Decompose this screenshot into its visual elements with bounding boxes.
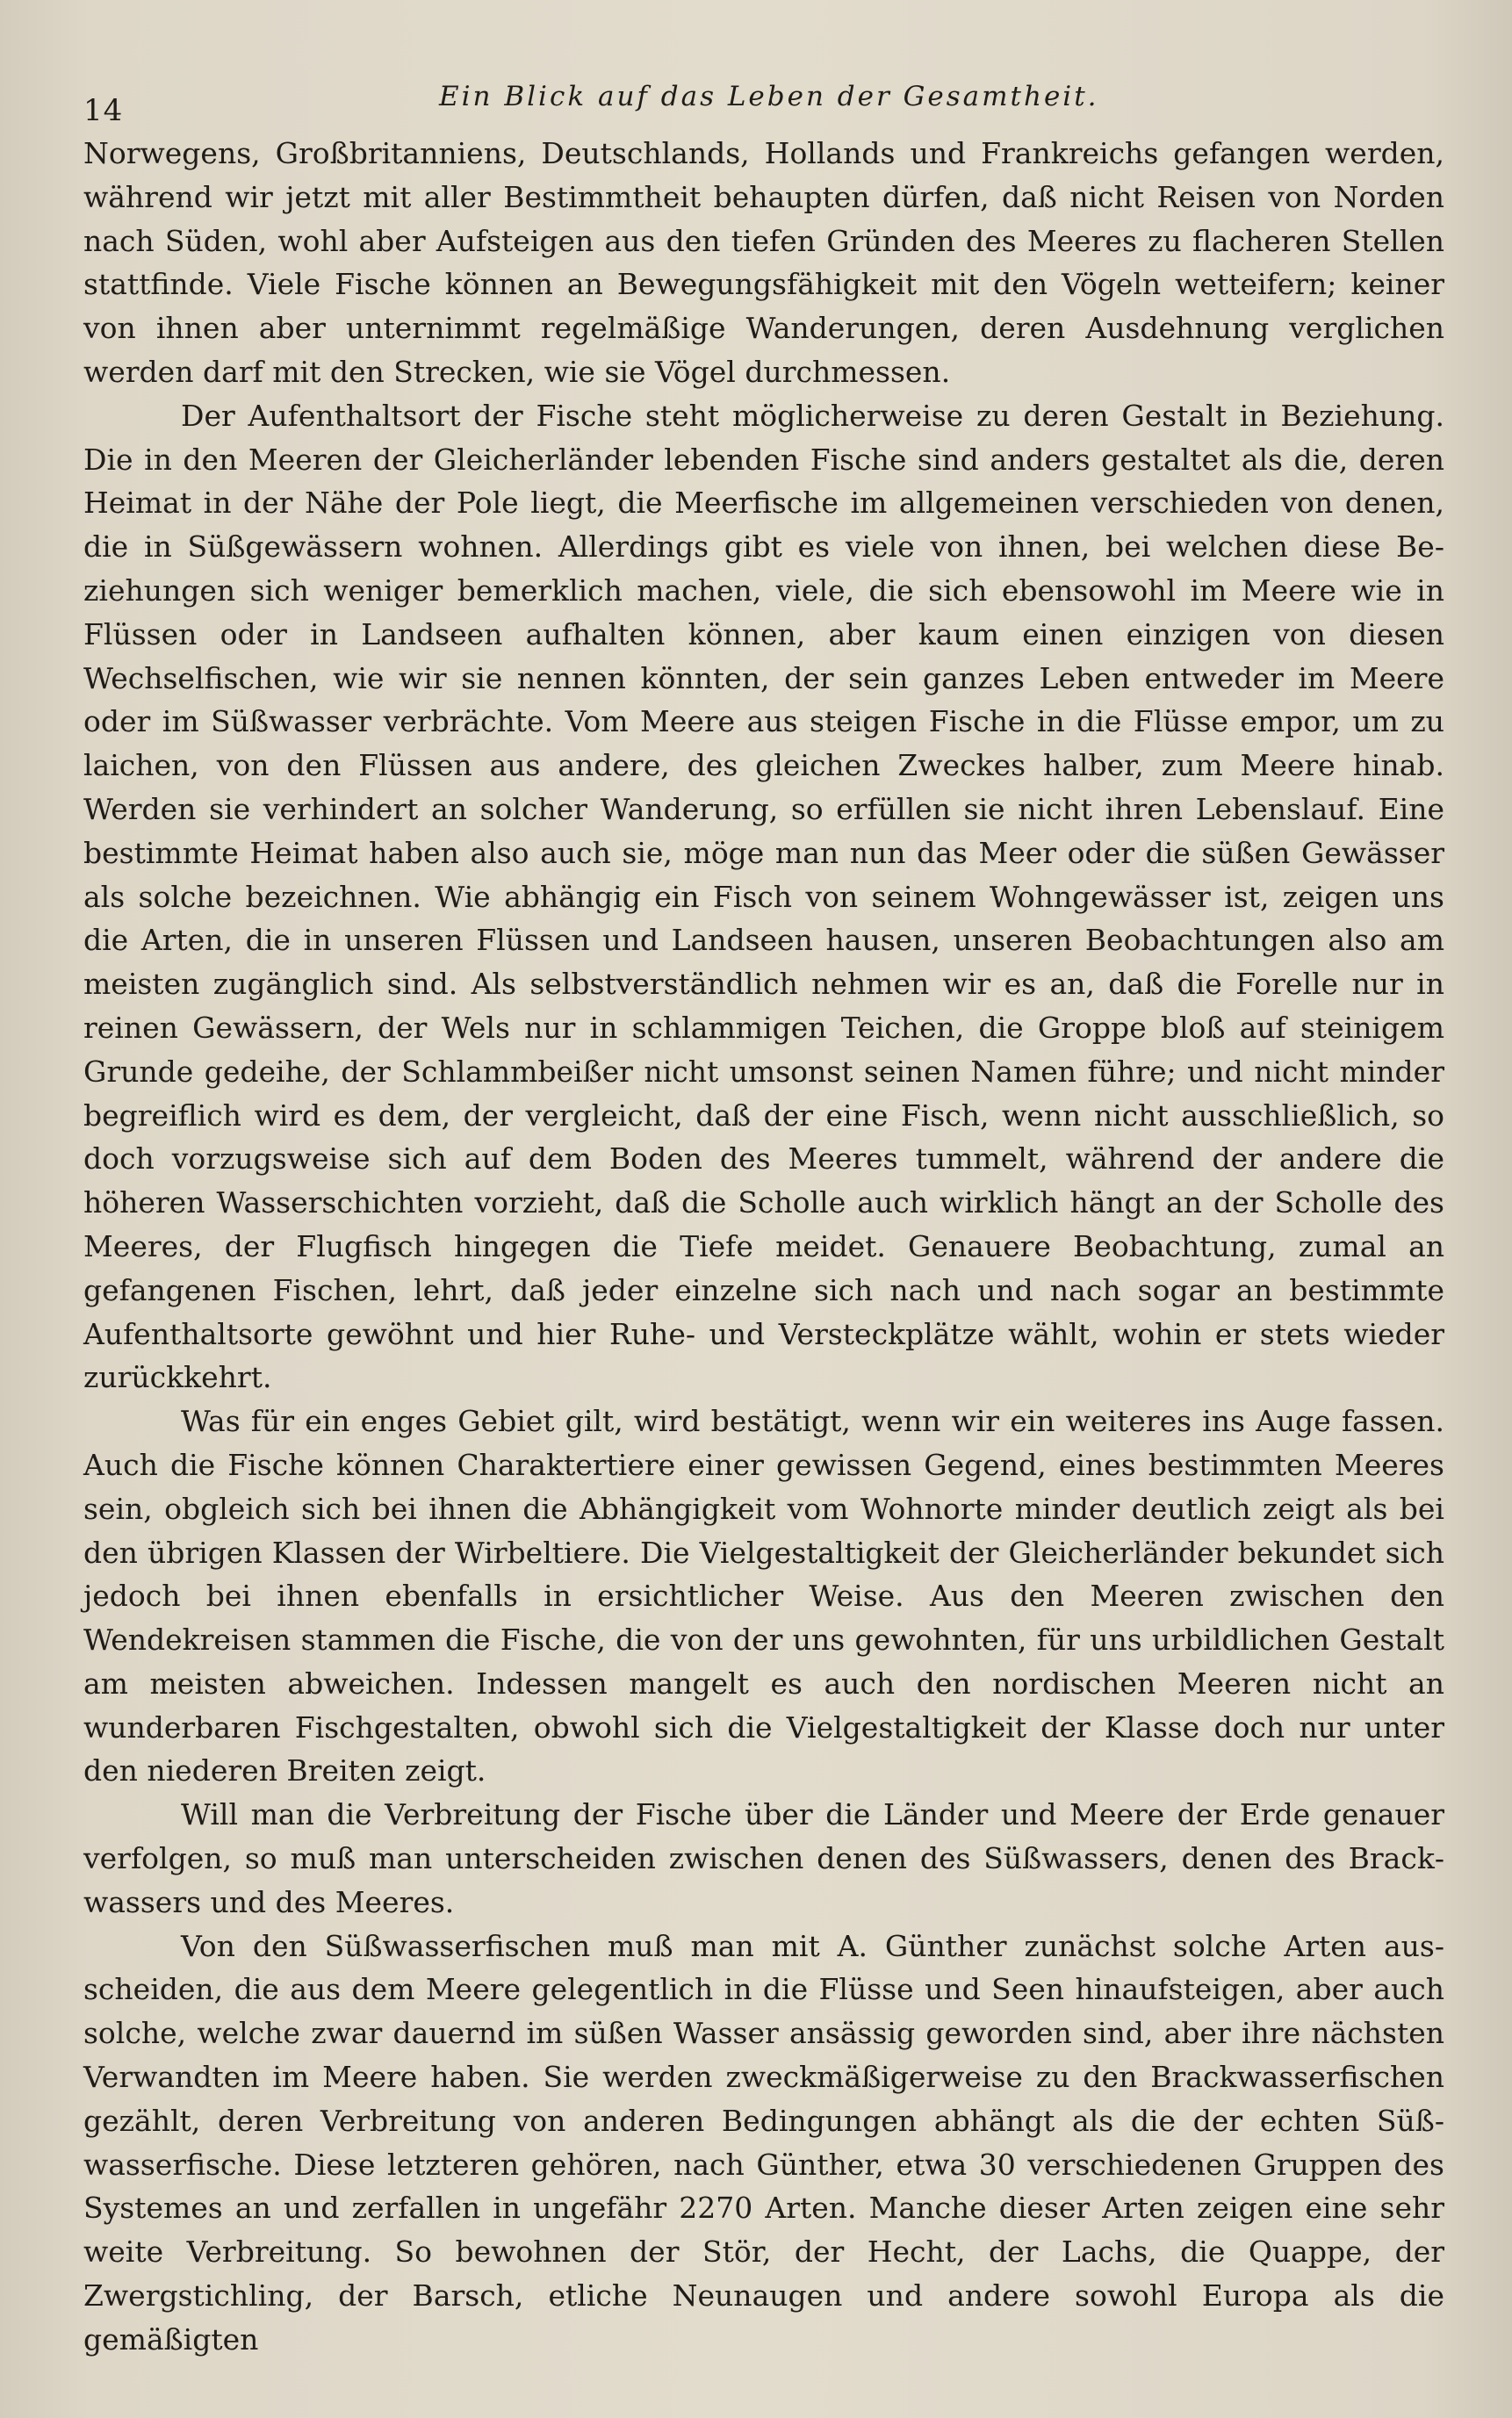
body-text [83,132,1444,2362]
paragraph: Der Aufenthaltsort der Fische steht möglicherweise zu deren Gestalt in Beziehung. Die in den Meeren der Gleicherländer lebenden Fische sind anders gestaltet als die, deren Heimat in der Nähe der Pole liegt, die Meerfische im allgemeinen verschieden von denen, die in Süßgewässern wohnen. Allerdings gibt es viele von ihnen, bei welchen diese Beziehungen sich weniger bemerklich machen, viele, die sich ebensowohl im Meere wie in Flüssen oder in Landseen aufhalten können, aber kaum einen einzigen von diesen Wechselfischen, wie wir sie nennen könnten, der sein ganzes Leben entweder im Meere oder im Süßwasser verbrächte. Vom Meere aus steigen Fische in die Flüsse empor, um zu laichen, von den Flüssen aus andere, des gleichen Zweckes halber, zum Meere hinab. Werden sie verhindert an solcher Wanderung, so erfüllen sie nicht ihren Lebenslauf. Eine bestimmte Heimat haben also auch sie, möge man nun das Meer oder die süßen Gewässer als solche bezeichnen. Wie abhängig ein Fisch von seinem Wohngewässer ist, zeigen uns die Arten, die in unseren Flüssen und Landseen hausen, unseren Beobachtungen also am meisten zugänglich sind. Als selbstverständlich nehmen wir es an, daß die Forelle nur in reinen Gewässern, der Wels nur in schlammigen Teichen, die Groppe bloß auf steinigem Grunde gedeihe, der Schlammbeißer nicht umsonst seinen Namen führe; und nicht minder begreiflich wird es dem, der vergleicht, daß der eine Fisch, wenn nicht ausschließlich, so doch vorzugsweise sich auf dem Boden des Meeres tummelt, während der andere die höheren Wasserschichten vorzieht, daß die Scholle auch wirklich hängt an der Scholle des Meeres, der Flugfisch hingegen die Tiefe meidet. Genauere Beobachtung, zumal an gefangenen Fischen, lehrt, daß jeder einzelne sich nach und nach sogar an bestimmte Aufenthaltsorte gewöhnt und hier Ruhe- und Versteckplätze wählt, wohin er stets wieder zurückkehrt. [83,398,1444,1395]
paragraph: Will man die Verbreitung der Fische über die Länder und Meere der Erde genauer verfolgen, so muß man unterscheiden zwischen denen des Süßwassers, denen des Brackwassers und des Meeres. [83,1797,1444,1919]
paragraph: Was für ein enges Gebiet gilt, wird bestätigt, wenn wir ein weiteres ins Auge fassen. Auch die Fische können Charaktertiere einer gewissen Gegend, eines bestimmten Meeres sein, obgleich sich bei ihnen die Abhängigkeit vom Wohnorte minder deutlich zeigt als bei den übrigen Klassen der Wirbeltiere. Die Vielgestaltigkeit der Gleicherländer bekundet sich jedoch bei ihnen ebenfalls in ersichtlicher Weise. Aus den Meeren zwischen den Wendekreisen stammen die Fische, die von der uns gewohnten, für uns urbildlichen Gestalt am meisten abweichen. Indessen mangelt es auch den nordischen Meeren nicht an wunderbaren Fischgestalten, obwohl sich die Vielgestaltigkeit der Klasse doch nur unter den niederen Breiten zeigt. [83,1404,1444,1788]
running-title: Ein Blick auf das Leben der Gesamtheit. [439,81,1099,112]
page-number: 14 [83,93,124,128]
paragraph: Norwegens, Großbritanniens, Deutschlands, Hollands und Frankreichs gefangen werden, während wir jetzt mit aller Bestimmtheit behaupten dürfen, daß nicht Reisen von Norden nach Süden, wohl aber Aufsteigen aus den tiefen Gründen des Meeres zu flacheren Stellen stattfinde. Viele Fische können an Bewegungsfähigkeit mit den Vögeln wetteifern; keiner von ihnen aber unternimmt regelmäßige Wanderungen, deren Ausdehnung verglichen werden darf mit den Strecken, wie sie Vögel durchmessen. [83,136,1444,389]
paragraph: Von den Süßwasserfischen muß man mit A. Günther zunächst solche Arten ausscheiden, die aus dem Meere gelegentlich in die Flüsse und Seen hinaufsteigen, aber auch solche, welche zwar dauernd im süßen Wasser ansässig geworden sind, aber ihre nächsten Verwandten im Meere haben. Sie werden zweckmäßigerweise zu den Brackwasserfischen gezählt, deren Verbreitung von anderen Bedingungen abhängt als die der echten Süßwasserfische. Diese letzteren gehören, nach Günther, etwa 30 verschiedenen Gruppen des Systemes an und zerfallen in ungefähr 2270 Arten. Manche dieser Arten zeigen eine sehr weite Verbreitung. So bewohnen der Stör, der Hecht, der Lachs, die Quappe, der Zwergstichling, der Barsch, etliche Neunaugen und andere sowohl Europa als die gemäßigten [83,1928,1444,2357]
page-header [83,81,1453,133]
